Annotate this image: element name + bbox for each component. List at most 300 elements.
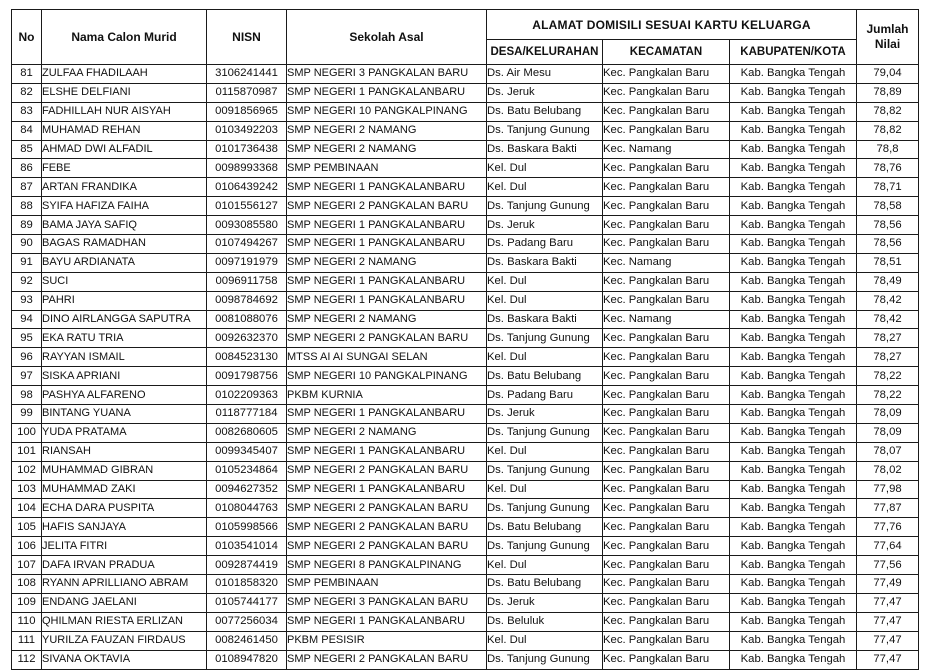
cell-no: 105 <box>12 518 42 537</box>
cell-no: 88 <box>12 197 42 216</box>
table-row <box>12 405 919 424</box>
cell-nilai: 77,47 <box>857 612 919 631</box>
cell-nilai: 78,58 <box>857 197 919 216</box>
cell-desa: Ds. Tanjung Gunung <box>487 650 603 669</box>
cell-sekolah: SMP NEGERI 8 PANGKALPINANG <box>287 556 487 575</box>
cell-nisn: 0101858320 <box>207 575 287 594</box>
table-row <box>12 178 919 197</box>
cell-sekolah: SMP NEGERI 2 NAMANG <box>287 121 487 140</box>
cell-nisn: 0077256034 <box>207 612 287 631</box>
cell-kecamatan: Kec. Namang <box>603 140 730 159</box>
cell-nama: HAFIS SANJAYA <box>42 518 207 537</box>
cell-kabupaten: Kab. Bangka Tengah <box>730 537 857 556</box>
cell-desa: Ds. Jeruk <box>487 216 603 235</box>
cell-sekolah: SMP NEGERI 2 NAMANG <box>287 310 487 329</box>
table-row <box>12 253 919 272</box>
cell-sekolah: SMP NEGERI 1 PANGKALANBARU <box>287 178 487 197</box>
cell-kabupaten: Kab. Bangka Tengah <box>730 178 857 197</box>
cell-nilai: 78,42 <box>857 291 919 310</box>
cell-nama: BAYU ARDIANATA <box>42 253 207 272</box>
cell-no: 83 <box>12 102 42 121</box>
cell-kecamatan: Kec. Pangkalan Baru <box>603 537 730 556</box>
cell-sekolah: SMP PEMBINAAN <box>287 159 487 178</box>
cell-kabupaten: Kab. Bangka Tengah <box>730 575 857 594</box>
cell-kabupaten: Kab. Bangka Tengah <box>730 367 857 386</box>
table-row <box>12 65 919 84</box>
cell-kecamatan: Kec. Namang <box>603 310 730 329</box>
cell-kabupaten: Kab. Bangka Tengah <box>730 102 857 121</box>
cell-kabupaten: Kab. Bangka Tengah <box>730 140 857 159</box>
cell-nilai: 78,27 <box>857 348 919 367</box>
cell-desa: Ds. Baskara Bakti <box>487 140 603 159</box>
cell-no: 82 <box>12 83 42 102</box>
cell-kecamatan: Kec. Pangkalan Baru <box>603 159 730 178</box>
cell-desa: Ds. Tanjung Gunung <box>487 121 603 140</box>
table-row <box>12 593 919 612</box>
cell-desa: Kel. Dul <box>487 159 603 178</box>
cell-kabupaten: Kab. Bangka Tengah <box>730 499 857 518</box>
cell-desa: Ds. Tanjung Gunung <box>487 423 603 442</box>
cell-nama: SISKA APRIANI <box>42 367 207 386</box>
cell-sekolah: SMP NEGERI 10 PANGKALPINANG <box>287 367 487 386</box>
cell-nilai: 77,47 <box>857 631 919 650</box>
cell-no: 111 <box>12 631 42 650</box>
cell-desa: Ds. Jeruk <box>487 405 603 424</box>
cell-desa: Ds. Batu Belubang <box>487 575 603 594</box>
cell-kecamatan: Kec. Pangkalan Baru <box>603 518 730 537</box>
cell-kabupaten: Kab. Bangka Tengah <box>730 442 857 461</box>
cell-no: 95 <box>12 329 42 348</box>
cell-no: 84 <box>12 121 42 140</box>
table-body <box>12 65 919 670</box>
cell-desa: Kel. Dul <box>487 178 603 197</box>
cell-nama: QHILMAN RIESTA ERLIZAN <box>42 612 207 631</box>
table-row <box>12 159 919 178</box>
table-row <box>12 367 919 386</box>
cell-nilai: 77,64 <box>857 537 919 556</box>
cell-nama: JELITA FITRI <box>42 537 207 556</box>
cell-desa: Kel. Dul <box>487 480 603 499</box>
header-no: No <box>12 10 42 65</box>
table-row <box>12 480 919 499</box>
cell-sekolah: SMP NEGERI 2 NAMANG <box>287 140 487 159</box>
header-jumlah-line1: Jumlah <box>866 22 909 36</box>
cell-desa: Ds. Tanjung Gunung <box>487 461 603 480</box>
cell-nilai: 78,42 <box>857 310 919 329</box>
cell-sekolah: SMP NEGERI 2 PANGKALAN BARU <box>287 537 487 556</box>
cell-nilai: 78,56 <box>857 235 919 254</box>
table-row <box>12 197 919 216</box>
cell-sekolah: SMP NEGERI 2 PANGKALAN BARU <box>287 197 487 216</box>
cell-desa: Kel. Dul <box>487 291 603 310</box>
cell-no: 96 <box>12 348 42 367</box>
cell-nisn: 0094627352 <box>207 480 287 499</box>
table-row <box>12 216 919 235</box>
cell-sekolah: PKBM KURNIA <box>287 386 487 405</box>
cell-no: 91 <box>12 253 42 272</box>
cell-nisn: 0084523130 <box>207 348 287 367</box>
cell-no: 101 <box>12 442 42 461</box>
cell-kabupaten: Kab. Bangka Tengah <box>730 348 857 367</box>
cell-kabupaten: Kab. Bangka Tengah <box>730 593 857 612</box>
cell-kecamatan: Kec. Pangkalan Baru <box>603 329 730 348</box>
cell-nilai: 78,51 <box>857 253 919 272</box>
cell-no: 86 <box>12 159 42 178</box>
cell-sekolah: SMP NEGERI 1 PANGKALANBARU <box>287 480 487 499</box>
cell-kecamatan: Kec. Pangkalan Baru <box>603 423 730 442</box>
cell-nama: EKA RATU TRIA <box>42 329 207 348</box>
cell-no: 108 <box>12 575 42 594</box>
cell-sekolah: SMP NEGERI 1 PANGKALANBARU <box>287 405 487 424</box>
cell-nisn: 0096911758 <box>207 272 287 291</box>
cell-desa: Ds. Batu Belubang <box>487 102 603 121</box>
cell-sekolah: MTSS AI AI SUNGAI SELAN <box>287 348 487 367</box>
cell-nilai: 78,49 <box>857 272 919 291</box>
cell-nama: YUDA PRATAMA <box>42 423 207 442</box>
table-row <box>12 556 919 575</box>
table-row <box>12 272 919 291</box>
cell-kecamatan: Kec. Pangkalan Baru <box>603 197 730 216</box>
cell-nama: SUCI <box>42 272 207 291</box>
cell-nisn: 0098784692 <box>207 291 287 310</box>
ranking-table <box>11 9 919 670</box>
cell-sekolah: SMP NEGERI 1 PANGKALANBARU <box>287 235 487 254</box>
cell-kecamatan: Kec. Pangkalan Baru <box>603 499 730 518</box>
cell-desa: Ds. Tanjung Gunung <box>487 499 603 518</box>
cell-nilai: 77,47 <box>857 650 919 669</box>
cell-nilai: 79,04 <box>857 65 919 84</box>
cell-kabupaten: Kab. Bangka Tengah <box>730 310 857 329</box>
cell-nilai: 77,87 <box>857 499 919 518</box>
cell-nisn: 0093085580 <box>207 216 287 235</box>
cell-desa: Kel. Dul <box>487 556 603 575</box>
cell-desa: Ds. Tanjung Gunung <box>487 197 603 216</box>
cell-desa: Ds. Jeruk <box>487 593 603 612</box>
cell-nisn: 0092632370 <box>207 329 287 348</box>
cell-kecamatan: Kec. Pangkalan Baru <box>603 442 730 461</box>
cell-nama: ENDANG JAELANI <box>42 593 207 612</box>
cell-nama: ARTAN FRANDIKA <box>42 178 207 197</box>
cell-nilai: 78,71 <box>857 178 919 197</box>
cell-kecamatan: Kec. Pangkalan Baru <box>603 121 730 140</box>
cell-kabupaten: Kab. Bangka Tengah <box>730 405 857 424</box>
cell-nisn: 0115870987 <box>207 83 287 102</box>
cell-no: 81 <box>12 65 42 84</box>
cell-nisn: 0105234864 <box>207 461 287 480</box>
cell-kabupaten: Kab. Bangka Tengah <box>730 556 857 575</box>
cell-nisn: 0107494267 <box>207 235 287 254</box>
cell-nilai: 78,27 <box>857 329 919 348</box>
cell-no: 106 <box>12 537 42 556</box>
cell-desa: Ds. Tanjung Gunung <box>487 537 603 556</box>
cell-no: 104 <box>12 499 42 518</box>
cell-no: 100 <box>12 423 42 442</box>
cell-kabupaten: Kab. Bangka Tengah <box>730 329 857 348</box>
cell-desa: Ds. Air Mesu <box>487 65 603 84</box>
cell-sekolah: SMP NEGERI 1 PANGKALANBARU <box>287 612 487 631</box>
cell-desa: Ds. Batu Belubang <box>487 367 603 386</box>
cell-no: 85 <box>12 140 42 159</box>
table-row <box>12 386 919 405</box>
cell-nama: YURILZA FAUZAN FIRDAUS <box>42 631 207 650</box>
cell-kecamatan: Kec. Pangkalan Baru <box>603 291 730 310</box>
cell-kabupaten: Kab. Bangka Tengah <box>730 253 857 272</box>
cell-nama: RYANN APRILLIANO ABRAM <box>42 575 207 594</box>
cell-kabupaten: Kab. Bangka Tengah <box>730 612 857 631</box>
table-row <box>12 310 919 329</box>
cell-kabupaten: Kab. Bangka Tengah <box>730 197 857 216</box>
cell-no: 103 <box>12 480 42 499</box>
cell-nilai: 78,22 <box>857 367 919 386</box>
cell-sekolah: SMP NEGERI 2 PANGKALAN BARU <box>287 329 487 348</box>
cell-nilai: 78,09 <box>857 405 919 424</box>
cell-nisn: 0103492203 <box>207 121 287 140</box>
cell-kabupaten: Kab. Bangka Tengah <box>730 121 857 140</box>
cell-kabupaten: Kab. Bangka Tengah <box>730 235 857 254</box>
header-nama: Nama Calon Murid <box>42 10 207 65</box>
cell-kecamatan: Kec. Pangkalan Baru <box>603 650 730 669</box>
cell-nama: BAMA JAYA SAFIQ <box>42 216 207 235</box>
cell-kabupaten: Kab. Bangka Tengah <box>730 461 857 480</box>
cell-kecamatan: Kec. Pangkalan Baru <box>603 65 730 84</box>
cell-nama: ZULFAA FHADILAAH <box>42 65 207 84</box>
cell-nilai: 77,76 <box>857 518 919 537</box>
header-alamat-group: ALAMAT DOMISILI SESUAI KARTU KELUARGA <box>487 10 857 40</box>
cell-nisn: 0091856965 <box>207 102 287 121</box>
cell-kabupaten: Kab. Bangka Tengah <box>730 159 857 178</box>
cell-desa: Ds. Beluluk <box>487 612 603 631</box>
cell-sekolah: SMP NEGERI 2 PANGKALAN BARU <box>287 461 487 480</box>
cell-no: 90 <box>12 235 42 254</box>
cell-no: 94 <box>12 310 42 329</box>
cell-sekolah: SMP NEGERI 1 PANGKALANBARU <box>287 216 487 235</box>
cell-nisn: 0099345407 <box>207 442 287 461</box>
cell-sekolah: SMP PEMBINAAN <box>287 575 487 594</box>
cell-no: 109 <box>12 593 42 612</box>
cell-kecamatan: Kec. Pangkalan Baru <box>603 631 730 650</box>
cell-kecamatan: Kec. Namang <box>603 253 730 272</box>
cell-nilai: 78,82 <box>857 102 919 121</box>
cell-nisn: 0082680605 <box>207 423 287 442</box>
cell-sekolah: SMP NEGERI 2 NAMANG <box>287 423 487 442</box>
cell-nisn: 0097191979 <box>207 253 287 272</box>
cell-kecamatan: Kec. Pangkalan Baru <box>603 216 730 235</box>
cell-nisn: 0103541014 <box>207 537 287 556</box>
cell-nilai: 77,49 <box>857 575 919 594</box>
cell-kecamatan: Kec. Pangkalan Baru <box>603 102 730 121</box>
cell-no: 107 <box>12 556 42 575</box>
cell-sekolah: SMP NEGERI 2 PANGKALAN BARU <box>287 499 487 518</box>
table-row <box>12 537 919 556</box>
header-sekolah: Sekolah Asal <box>287 10 487 65</box>
cell-nama: FEBE <box>42 159 207 178</box>
cell-no: 102 <box>12 461 42 480</box>
cell-kabupaten: Kab. Bangka Tengah <box>730 216 857 235</box>
cell-desa: Ds. Jeruk <box>487 83 603 102</box>
table-row <box>12 575 919 594</box>
table-row <box>12 518 919 537</box>
cell-nisn: 0106439242 <box>207 178 287 197</box>
cell-nilai: 78,22 <box>857 386 919 405</box>
cell-kabupaten: Kab. Bangka Tengah <box>730 631 857 650</box>
cell-sekolah: SMP NEGERI 1 PANGKALANBARU <box>287 442 487 461</box>
header-kabupaten: KABUPATEN/KOTA <box>730 40 857 65</box>
table-row <box>12 83 919 102</box>
cell-kecamatan: Kec. Pangkalan Baru <box>603 556 730 575</box>
cell-no: 99 <box>12 405 42 424</box>
table-row <box>12 348 919 367</box>
cell-no: 110 <box>12 612 42 631</box>
cell-nama: MUHAMMAD ZAKI <box>42 480 207 499</box>
cell-desa: Ds. Batu Belubang <box>487 518 603 537</box>
cell-desa: Kel. Dul <box>487 631 603 650</box>
cell-sekolah: SMP NEGERI 1 PANGKALANBARU <box>287 291 487 310</box>
cell-nisn: 0098993368 <box>207 159 287 178</box>
table-row <box>12 650 919 669</box>
cell-nama: PAHRI <box>42 291 207 310</box>
cell-sekolah: SMP NEGERI 1 PANGKALANBARU <box>287 272 487 291</box>
cell-sekolah: SMP NEGERI 2 PANGKALAN BARU <box>287 518 487 537</box>
cell-desa: Ds. Padang Baru <box>487 235 603 254</box>
cell-nama: AHMAD DWI ALFADIL <box>42 140 207 159</box>
cell-kecamatan: Kec. Pangkalan Baru <box>603 83 730 102</box>
cell-sekolah: SMP NEGERI 2 PANGKALAN BARU <box>287 650 487 669</box>
cell-nisn: 0082461450 <box>207 631 287 650</box>
cell-kecamatan: Kec. Pangkalan Baru <box>603 405 730 424</box>
cell-desa: Kel. Dul <box>487 272 603 291</box>
cell-sekolah: SMP NEGERI 3 PANGKALAN BARU <box>287 593 487 612</box>
cell-nama: BINTANG YUANA <box>42 405 207 424</box>
cell-no: 87 <box>12 178 42 197</box>
cell-nisn: 0108947820 <box>207 650 287 669</box>
cell-nama: FADHILLAH NUR AISYAH <box>42 102 207 121</box>
cell-nilai: 77,47 <box>857 593 919 612</box>
cell-no: 93 <box>12 291 42 310</box>
cell-no: 92 <box>12 272 42 291</box>
cell-nilai: 78,8 <box>857 140 919 159</box>
cell-nisn: 0101736438 <box>207 140 287 159</box>
cell-no: 98 <box>12 386 42 405</box>
cell-nama: SIVANA OKTAVIA <box>42 650 207 669</box>
cell-nisn: 0091798756 <box>207 367 287 386</box>
header-nisn: NISN <box>207 10 287 65</box>
cell-kecamatan: Kec. Pangkalan Baru <box>603 593 730 612</box>
header-jumlah-line2: Nilai <box>874 37 901 51</box>
cell-nama: BAGAS RAMADHAN <box>42 235 207 254</box>
header-desa: DESA/KELURAHAN <box>487 40 603 65</box>
cell-kabupaten: Kab. Bangka Tengah <box>730 291 857 310</box>
cell-nama: PASHYA ALFARENO <box>42 386 207 405</box>
cell-nama: MUHAMMAD GIBRAN <box>42 461 207 480</box>
cell-kecamatan: Kec. Pangkalan Baru <box>603 235 730 254</box>
cell-nisn: 3106241441 <box>207 65 287 84</box>
cell-nilai: 77,98 <box>857 480 919 499</box>
table-row <box>12 442 919 461</box>
cell-kecamatan: Kec. Pangkalan Baru <box>603 272 730 291</box>
cell-nilai: 78,56 <box>857 216 919 235</box>
cell-kabupaten: Kab. Bangka Tengah <box>730 480 857 499</box>
cell-nisn: 0105998566 <box>207 518 287 537</box>
cell-kecamatan: Kec. Pangkalan Baru <box>603 386 730 405</box>
cell-kecamatan: Kec. Pangkalan Baru <box>603 461 730 480</box>
table-header <box>12 10 919 65</box>
cell-nilai: 78,82 <box>857 121 919 140</box>
cell-nama: DAFA IRVAN PRADUA <box>42 556 207 575</box>
cell-no: 112 <box>12 650 42 669</box>
cell-nilai: 78,07 <box>857 442 919 461</box>
cell-kabupaten: Kab. Bangka Tengah <box>730 518 857 537</box>
cell-desa: Ds. Baskara Bakti <box>487 310 603 329</box>
cell-desa: Kel. Dul <box>487 348 603 367</box>
cell-nama: SYIFA HAFIZA FAIHA <box>42 197 207 216</box>
cell-kabupaten: Kab. Bangka Tengah <box>730 83 857 102</box>
cell-nisn: 0108044763 <box>207 499 287 518</box>
cell-nilai: 78,76 <box>857 159 919 178</box>
cell-nilai: 78,02 <box>857 461 919 480</box>
cell-nama: RIANSAH <box>42 442 207 461</box>
cell-sekolah: SMP NEGERI 10 PANGKALPINANG <box>287 102 487 121</box>
header-jumlah-nilai <box>857 10 919 65</box>
cell-nisn: 0081088076 <box>207 310 287 329</box>
cell-nilai: 78,09 <box>857 423 919 442</box>
cell-kecamatan: Kec. Pangkalan Baru <box>603 480 730 499</box>
cell-sekolah: PKBM PESISIR <box>287 631 487 650</box>
cell-nama: DINO AIRLANGGA SAPUTRA <box>42 310 207 329</box>
table-row <box>12 121 919 140</box>
cell-kecamatan: Kec. Pangkalan Baru <box>603 178 730 197</box>
cell-nisn: 0105744177 <box>207 593 287 612</box>
cell-nisn: 0101556127 <box>207 197 287 216</box>
cell-nilai: 77,56 <box>857 556 919 575</box>
cell-kabupaten: Kab. Bangka Tengah <box>730 65 857 84</box>
header-kecamatan: KECAMATAN <box>603 40 730 65</box>
table-row <box>12 612 919 631</box>
cell-kecamatan: Kec. Pangkalan Baru <box>603 367 730 386</box>
cell-nama: ECHA DARA PUSPITA <box>42 499 207 518</box>
cell-nisn: 0118777184 <box>207 405 287 424</box>
cell-sekolah: SMP NEGERI 1 PANGKALANBARU <box>287 83 487 102</box>
cell-nama: ELSHE DELFIANI <box>42 83 207 102</box>
cell-no: 97 <box>12 367 42 386</box>
table-row <box>12 461 919 480</box>
cell-kecamatan: Kec. Pangkalan Baru <box>603 575 730 594</box>
cell-sekolah: SMP NEGERI 2 NAMANG <box>287 253 487 272</box>
cell-kabupaten: Kab. Bangka Tengah <box>730 386 857 405</box>
cell-nama: MUHAMAD REHAN <box>42 121 207 140</box>
cell-kabupaten: Kab. Bangka Tengah <box>730 650 857 669</box>
cell-kabupaten: Kab. Bangka Tengah <box>730 272 857 291</box>
cell-kecamatan: Kec. Pangkalan Baru <box>603 348 730 367</box>
table-row <box>12 499 919 518</box>
cell-nisn: 0102209363 <box>207 386 287 405</box>
table-row <box>12 423 919 442</box>
cell-nama: RAYYAN ISMAIL <box>42 348 207 367</box>
cell-nisn: 0092874419 <box>207 556 287 575</box>
cell-sekolah: SMP NEGERI 3 PANGKALAN BARU <box>287 65 487 84</box>
cell-desa: Ds. Tanjung Gunung <box>487 329 603 348</box>
cell-desa: Kel. Dul <box>487 442 603 461</box>
table-row <box>12 329 919 348</box>
cell-desa: Ds. Padang Baru <box>487 386 603 405</box>
table-row <box>12 631 919 650</box>
table-row <box>12 291 919 310</box>
document-page <box>11 9 918 666</box>
table-row <box>12 102 919 121</box>
cell-kabupaten: Kab. Bangka Tengah <box>730 423 857 442</box>
cell-no: 89 <box>12 216 42 235</box>
cell-kecamatan: Kec. Pangkalan Baru <box>603 612 730 631</box>
table-row <box>12 235 919 254</box>
